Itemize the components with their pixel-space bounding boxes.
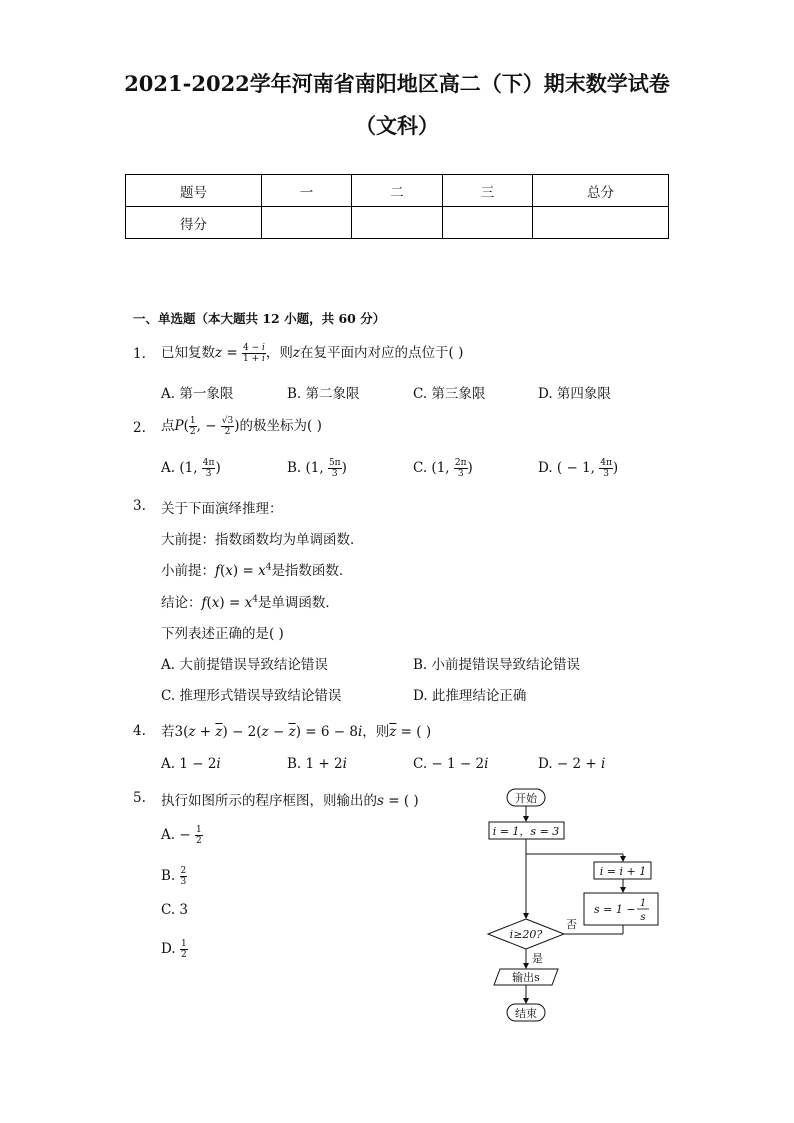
score-header-cell: 三 bbox=[443, 175, 533, 207]
score-cell[interactable] bbox=[352, 207, 443, 239]
option: B. (1, $\frac{5\pi}{3}$ ) bbox=[287, 458, 347, 479]
svg-text:1: 1 bbox=[639, 898, 647, 909]
option: A. 1 − 2i bbox=[161, 756, 221, 772]
fraction: $\frac{4 - i}{1 + i}$ bbox=[243, 343, 265, 364]
flow-init-label: i = 1，s = 3 bbox=[492, 825, 560, 838]
conclusion: 结论：$f(x) = x^4$是单调函数． bbox=[161, 594, 339, 611]
option: C. − 1 − 2i bbox=[413, 756, 489, 772]
score-table-header-row bbox=[126, 175, 669, 207]
option: B. $\frac{2}{3}$ bbox=[161, 866, 187, 887]
question-text-part: 已知复数 bbox=[161, 345, 215, 361]
option: B. 1 + 2i bbox=[287, 756, 347, 772]
score-row-label: 得分 bbox=[126, 207, 262, 239]
score-header-cell: 一 bbox=[262, 175, 352, 207]
score-header-cell: 总分 bbox=[533, 175, 669, 207]
question-number: 2. bbox=[133, 420, 146, 436]
flow-no-label: 否 bbox=[566, 918, 577, 931]
question-text: 执行如图所示的程序框图，则输出的s = ( ) bbox=[161, 793, 419, 809]
score-cell[interactable] bbox=[262, 207, 352, 239]
question-number: 3. bbox=[133, 498, 146, 514]
option: B. 第二象限 bbox=[287, 386, 360, 402]
option: C. 推理形式错误导致结论错误 bbox=[161, 688, 342, 704]
exam-subtitle: （文科） bbox=[355, 113, 439, 138]
question-text-part: 点 bbox=[161, 418, 175, 434]
flow-condition-label: i≥20? bbox=[509, 928, 543, 941]
exam-title: 2021-2022学年河南省南阳地区高二（下）期末数学试卷 bbox=[124, 71, 670, 96]
flow-increment-label: i = i + 1 bbox=[599, 865, 647, 878]
score-cell[interactable] bbox=[443, 207, 533, 239]
option: D. ( − 1, $\frac{4\pi}{3}$ ) bbox=[538, 458, 619, 479]
option: A. (1, $\frac{4\pi}{3}$ ) bbox=[161, 458, 221, 479]
score-table-row bbox=[126, 207, 669, 239]
option: D. − 2 + i bbox=[538, 756, 606, 772]
option: A. 第一象限 bbox=[161, 386, 234, 402]
flow-start-label: 开始 bbox=[515, 792, 537, 805]
option: D. 第四象限 bbox=[538, 386, 611, 402]
option: D. 此推理结论正确 bbox=[413, 688, 527, 704]
flow-yes-label: 是 bbox=[532, 952, 543, 965]
question-text-part: ，则 bbox=[265, 345, 293, 361]
option: C. (1, $\frac{2\pi}{3}$ ) bbox=[413, 458, 473, 479]
flow-output-label: 输出s bbox=[512, 971, 540, 984]
question-number: 4. bbox=[133, 723, 146, 739]
minor-premise: 小前提：$f(x) = x^4$是指数函数． bbox=[161, 562, 353, 579]
flow-end-label: 结束 bbox=[515, 1007, 537, 1020]
score-header-cell: 二 bbox=[352, 175, 443, 207]
option: D. $\frac{1}{2}$ bbox=[161, 939, 187, 960]
question-text: 已知复数z = $\frac{4 - i}{1 + i}$ ，则z在复平面内对应的点位于( ) bbox=[161, 343, 464, 364]
section-heading: 一、单选题（本大题共 12 小题，共 60 分） bbox=[133, 311, 386, 326]
option: B. 小前提错误导致结论错误 bbox=[413, 657, 581, 673]
score-table bbox=[125, 174, 669, 239]
option: A. 大前提错误导致结论错误 bbox=[161, 657, 328, 673]
option: A. − $\frac{1}{2}$ bbox=[161, 825, 202, 846]
question-number: 1. bbox=[133, 346, 146, 362]
option: C. 3 bbox=[161, 902, 189, 918]
question-text-part: 在复平面内对应的点位于( ) bbox=[300, 345, 464, 361]
question-ask: 下列表述正确的是( ) bbox=[161, 626, 284, 642]
question-text: 关于下面演绎推理： bbox=[161, 501, 283, 517]
score-header-cell: 题号 bbox=[126, 175, 262, 207]
flow-update-label: s = 1 − bbox=[594, 903, 636, 916]
svg-text:s: s bbox=[640, 912, 646, 923]
score-cell[interactable] bbox=[533, 207, 669, 239]
question-number: 5. bbox=[133, 790, 146, 806]
option: C. 第三象限 bbox=[413, 386, 486, 402]
program-flowchart bbox=[480, 786, 680, 1031]
question-text: 若$3(z + \overline{z}) - 2(z - \overline{z}) = 6 - 8i$，则$\overline{z}$ = ( ) bbox=[161, 724, 432, 740]
question-text: 点P( $\frac{1}{2}$ , − $\frac{√3}{2}$ )的极坐标为( ) bbox=[161, 416, 322, 437]
major-premise: 大前提：指数函数均为单调函数． bbox=[161, 532, 364, 548]
question-text-part: 的极坐标为( ) bbox=[239, 418, 322, 434]
